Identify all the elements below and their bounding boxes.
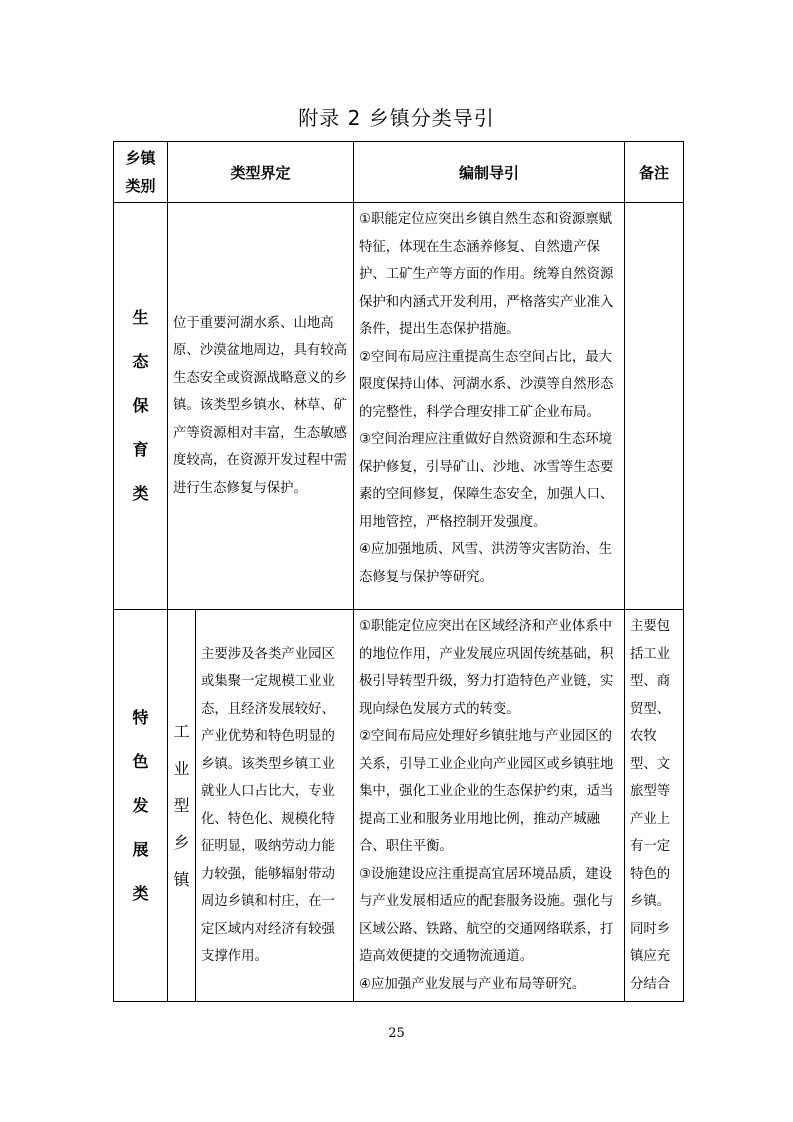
category-cell-featured [114,610,168,1002]
category-char: 特 [132,707,149,727]
subcategory-char: 工 [173,722,190,741]
subcategory-char: 型 [173,796,190,815]
category-char: 类 [132,883,149,903]
category-char: 发 [132,795,149,815]
guide-cell-industrial [354,610,625,1002]
header-category-line1: 乡镇 [125,149,156,167]
subcategory-cell-industrial [168,610,196,1002]
header-definition: 类型界定 [168,142,354,203]
classification-table [113,141,684,1002]
guide-item: ①职能定位应突出乡镇自然生态和资源禀赋特征，体现在生态涵养修复、自然遗产保护、工矿生产等方面的作用。统筹自然资源保护和内涵式开发利用，严格落实产业准入条件，提出生态保护措施。 [359,212,614,337]
category-char: 育 [132,440,149,459]
category-char: 保 [132,396,149,415]
guide-item: ④应加强产业发展与产业布局等研究。 [359,976,586,992]
subcategory-char: 乡 [173,833,190,852]
header-category [114,142,168,203]
page-number: 25 [388,1026,405,1041]
category-char: 态 [132,352,149,371]
guide-item: ③空间治理应注重做好自然资源和生态环境保护修复，引导矿山、沙地、冰雪等生态要素的空间修复，保障生态安全，加强人口、用地管控，严格控制开发强度。 [359,432,614,530]
table-row-ecological [114,203,684,610]
note-cell-industrial: 主要包括工业型、商贸型、农牧型、文旅型等产业上有一定特色的乡镇。同时乡镇应充分结合 [625,610,684,1002]
category-char: 类 [132,484,149,503]
note-cell-ecological [625,203,684,610]
header-guide: 编制导引 [354,142,625,203]
category-char: 生 [132,308,149,327]
guide-cell-ecological [354,203,625,610]
guide-item: ②空间布局应注重提高生态空间占比，最大限度保持山体、河湖水系、沙漠等自然形态的完整性，科学合理安排工矿企业布局。 [359,349,614,420]
category-char: 展 [132,839,149,859]
definition-cell-ecological: 位于重要河湖水系、山地高原、沙漠盆地周边，具有较高生态安全或资源战略意义的乡镇。该类型乡镇水、林草、矿产等资源相对丰富，生态敏感度较高，在资源开发过程中需进行生态修复与保护。 [168,203,354,610]
header-category-line2: 类别 [125,177,156,195]
header-note: 备注 [625,142,684,203]
subcategory-char: 镇 [173,870,190,889]
definition-cell-industrial: 主要涉及各类产业园区或集聚一定规模工业业态，且经济发展较好、产业优势和特色明显的乡镇。该类型乡镇工业就业人口占比大，专业化、特色化、规模化特征明显，吸纳劳动力能力较强，能够辐射带动周边乡镇和村庄，在一定区域内对经济有较强支撑作用。 [196,610,354,1002]
guide-item: ①职能定位应突出在区域经济和产业体系中的地位作用，产业发展应巩固传统基础，积极引导转型升级，努力打造特色产业链，实现向绿色发展方式的转变。 [359,619,614,717]
subcategory-char: 业 [173,759,190,778]
category-cell-ecological [114,203,168,610]
guide-item: ④应加强地质、风雪、洪涝等灾害防治、生态修复与保护等研究。 [359,542,613,585]
table-header-row [114,142,684,203]
page-title: 附录 2 乡镇分类导引 [298,106,495,130]
category-char: 色 [132,751,149,771]
guide-item: ②空间布局应处理好乡镇驻地与产业园区的关系，引导工业企业向产业园区或乡镇驻地集中，强化工业企业的生态保护约束，适当提高工业和服务业用地比例，推动产城融合、职住平衡。 [359,729,614,854]
table-row-featured [114,610,684,1002]
guide-item: ③设施建设应注重提高宜居环境品质，建设与产业发展相适应的配套服务设施。强化与区域公路、铁路、航空的交通网络联系，打造高效便捷的交通物流通道。 [359,866,614,964]
